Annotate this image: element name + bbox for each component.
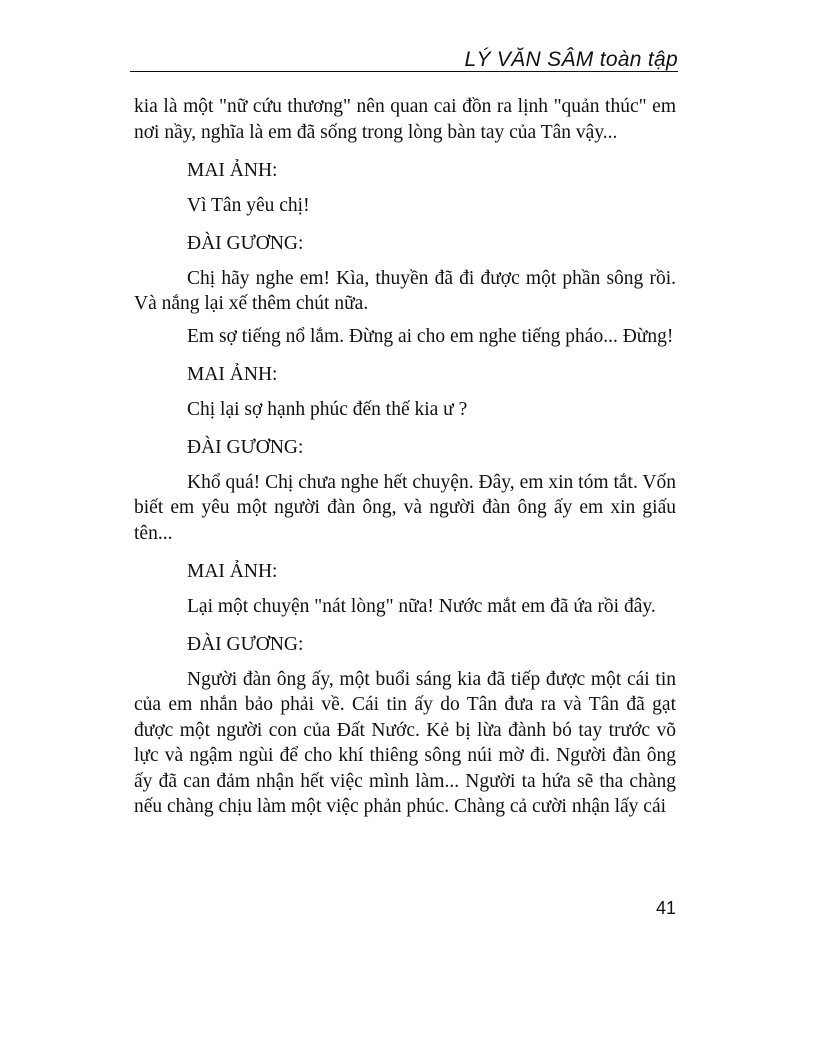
dialogue-line: Chị hãy nghe em! Kìa, thuyền đã đi được một phần sông rồi. Và nắng lại xế thêm chút nữa.: [134, 267, 676, 314]
page-number: 41: [655, 898, 676, 918]
dialogue-line: Vì Tân yêu chị!: [187, 194, 310, 216]
opening-paragraph: kia là một "nữ cứu thương" nên quan cai đồn ra lịnh "quản thúc" em nơi nầy, nghĩa là em đã sống trong lòng bàn tay của Tân vậy...: [134, 96, 676, 143]
speaker-label: MAI ẢNH:: [187, 160, 278, 181]
dialogue-line: Khổ quá! Chị chưa nghe hết chuyện. Đây, em xin tóm tắt. Vốn biết em yêu một người đàn ông, và người đàn ông ấy em xin giấu tên...: [134, 471, 676, 544]
dialogue-line: Chị lại sợ hạnh phúc đến thế kia ư ?: [187, 398, 468, 420]
speaker-label: ĐÀI GƯƠNG:: [187, 437, 304, 458]
dialogue-line: Lại một chuyện "nát lòng" nữa! Nước mắt em đã ứa rồi đây.: [187, 595, 656, 617]
speaker-label: MAI ẢNH:: [187, 364, 278, 385]
running-header-title: LÝ VĂN SÂM toàn tập: [464, 48, 678, 71]
dialogue-line: Em sợ tiếng nổ lắm. Đừng ai cho em nghe tiếng pháo... Đừng!: [187, 325, 674, 347]
page-body: [134, 94, 676, 820]
dialogue-line: Người đàn ông ấy, một buổi sáng kia đã tiếp được một cái tin của em nhắn bảo phải về. Cái tin ấy do Tân đưa ra và Tân đã gạt được một người con của Đất Nước. Kẻ bị lừa đành bó tay trước võ lực và ngậm ngùi để cho khí thiêng sông núi mờ đi. Người đàn ông ấy đã can đảm nhận hết việc mình làm... Người ta hứa sẽ tha chàng nếu chàng chịu làm một việc phản phúc. Chàng cả cười nhận lấy cái: [134, 668, 676, 817]
header-rule: [130, 71, 678, 72]
speaker-label: ĐÀI GƯƠNG:: [187, 233, 304, 254]
running-header: [130, 44, 678, 72]
speaker-label: MAI ẢNH:: [187, 561, 278, 582]
speaker-label: ĐÀI GƯƠNG:: [187, 634, 304, 655]
